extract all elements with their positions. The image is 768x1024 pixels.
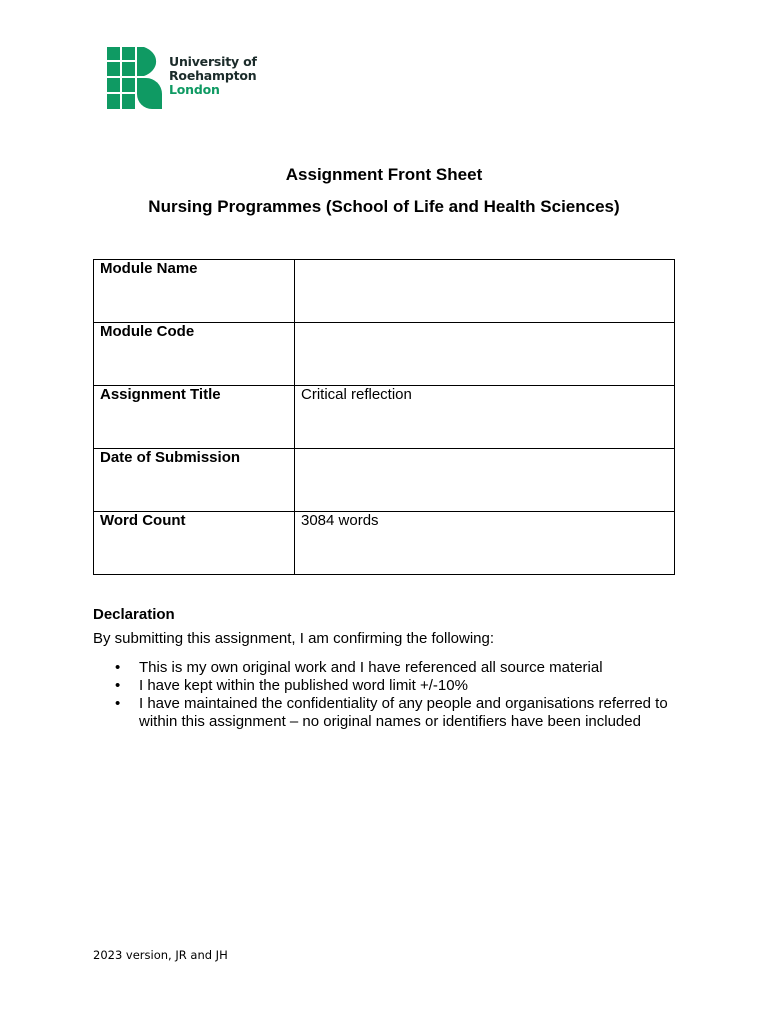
assignment-title-value: Critical reflection bbox=[295, 386, 675, 449]
declaration-list bbox=[93, 659, 693, 731]
list-item bbox=[93, 659, 693, 677]
logo-text-line3: London bbox=[169, 82, 220, 97]
assignment-info-table bbox=[93, 259, 675, 575]
declaration-item-text: I have kept within the published word limit +/-10% bbox=[139, 677, 468, 694]
module-name-label: Module Name bbox=[94, 260, 295, 323]
module-code-value bbox=[295, 323, 675, 386]
declaration-item-text: This is my own original work and I have referenced all source material bbox=[139, 659, 603, 676]
bullet-icon: • bbox=[115, 659, 121, 676]
table-row bbox=[94, 449, 675, 512]
bullet-icon: • bbox=[115, 695, 121, 712]
declaration-item-text: I have maintained the confidentiality of any people and organisations referred to within this assignment – no original names or identifiers have been included bbox=[139, 695, 668, 730]
module-name-value bbox=[295, 260, 675, 323]
university-logo-text bbox=[169, 55, 257, 97]
table-row bbox=[94, 386, 675, 449]
word-count-label: Word Count bbox=[94, 512, 295, 575]
assignment-title-label: Assignment Title bbox=[94, 386, 295, 449]
page-subtitle: Nursing Programmes (School of Life and Health Sciences) bbox=[148, 197, 620, 216]
page-title: Assignment Front Sheet bbox=[285, 165, 483, 184]
footer-version-note: 2023 version, JR and JH bbox=[93, 948, 228, 962]
logo-text-line2: Roehampton bbox=[169, 68, 257, 83]
list-item bbox=[93, 677, 693, 695]
list-item bbox=[93, 695, 693, 731]
bullet-icon: • bbox=[115, 677, 121, 694]
university-logo-mark bbox=[106, 46, 166, 110]
table-row bbox=[94, 260, 675, 323]
declaration-heading: Declaration bbox=[93, 606, 175, 623]
table-row bbox=[94, 323, 675, 386]
date-of-submission-label: Date of Submission bbox=[94, 449, 295, 512]
table-row bbox=[94, 512, 675, 575]
logo-text-line1: University of bbox=[169, 54, 257, 69]
word-count-value: 3084 words bbox=[295, 512, 675, 575]
date-of-submission-value bbox=[295, 449, 675, 512]
university-logo bbox=[106, 46, 266, 110]
declaration-intro: By submitting this assignment, I am confirming the following: bbox=[93, 630, 495, 647]
module-code-label: Module Code bbox=[94, 323, 295, 386]
